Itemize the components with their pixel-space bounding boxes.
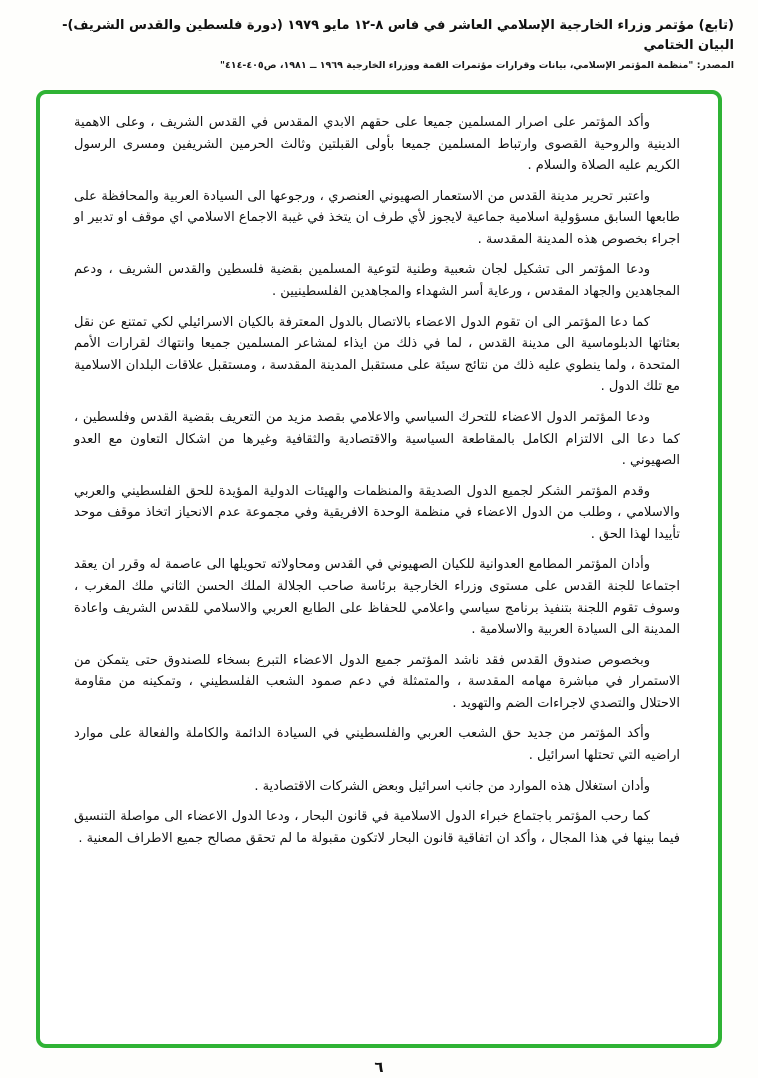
paragraph-4: كما دعا المؤتمر الى ان تقوم الدول الاعضاء بالاتصال بالدول المعترفة بالكيان الاسرائيلي لكي تمتنع عن نقل بعثاتها الدبلوماسية الى مدينة القدس ، لما في ذلك من ايذاء لمشاعر المسلمين جميعا وانتهاك لقرارات الأمم المتحدة ، ولما ينطوي عليه ذلك من نتائج سيئة على مستقبل المدينة المقدسة ، ومستقبل علاقات البلدان الاسلامية مع تلك الدول . <box>74 314 680 395</box>
paragraph-9: وأكد المؤتمر من جديد حق الشعب العربي والفلسطيني في السيادة الدائمة والكاملة والفعالة على موارد اراضيه التي تحتلها اسرائيل . <box>74 726 680 764</box>
green-frame <box>36 90 722 1048</box>
paragraph-7: وأدان المؤتمر المطامع العدوانية للكيان الصهيوني في القدس ومحاولاته تحويلها الى عاصمة له وقرر ان يعقد اجتماعا للجنة القدس على مستوى وزراء الخارجية برئاسة صاحب الجلالة الملك الحسن الثاني ملك المغرب ، وسوف تقوم اللجنة بتنفيذ برنامج سياسي واعلامي للحفاظ على الطابع العربي والاسلامي للقدس الشريف واعادة المدينة الى السيادة العربية والاسلامية . <box>74 557 680 638</box>
document-title: (تابع) مؤتمر وزراء الخارجية الإسلامي العاشر في فاس ٨-١٢ مايو ١٩٧٩ (دورة فلسطين والقدس الشريف)- البيان الختامي <box>62 18 734 53</box>
paragraph-3: ودعا المؤتمر الى تشكيل لجان شعبية وطنية لتوعية المسلمين بقضية فلسطين والقدس الشريف ، ودعم المجاهدين والجهاد المقدس ، ورعاية أسر الشهداء والمجاهدين الفلسطينيين . <box>74 262 680 300</box>
paragraph-1: وأكد المؤتمر على اصرار المسلمين جميعا على حقهم الابدي المقدس في القدس الشريف ، وعلى الاهمية الدينية والروحية القصوى وارتباط المسلمين جميعا بأولى القبلتين وثالث الحرمين الشريفين ومسرى الرسول الكريم عليه الصلاة والسلام . <box>74 115 680 174</box>
source-citation: المصدر: "منظمة المؤتمر الإسلامي، بيانات وقرارات مؤتمرات القمة ووزراء الخارجية ١٩٦٩ ــ ١٩٨١، ص٤٠٥-٤١٤" <box>220 60 734 71</box>
paragraph-11: كما رحب المؤتمر باجتماع خبراء الدول الاسلامية في قانون البحار ، ودعا الدول الاعضاء الى مواصلة التنسيق فيما بينها في هذا المجال ، وأكد ان اتفاقية قانون البحار لاتكون مقبولة ما لم تحقق مصالح جميع الاطراف المعنية . <box>74 809 680 846</box>
paragraph-5: ودعا المؤتمر الدول الاعضاء للتحرك السياسي والاعلامي بقصد مزيد من التعريف بقضية القدس وفلسطين ، كما دعا الى الالتزام الكامل بالمقاطعة السياسية والاقتصادية والثقافية وغيرها من اشكال التعاون مع العدو الصهيوني . <box>74 409 680 469</box>
paragraph-2: واعتبر تحرير مدينة القدس من الاستعمار الصهيوني العنصري ، ورجوعها الى السيادة العربية والمحافظة على طابعها السابق مسؤولية اسلامية جماعية لايجوز لأي طرف ان يتخذ في غيبة الاجماع الاسلامي اي موقف او تدبير او اجراء بخصوص هذه المدينة المقدسة . <box>74 188 680 247</box>
page-number: ٦ <box>374 1058 384 1076</box>
paragraph-10: وأدان استغلال هذه الموارد من جانب اسرائيل وبعض الشركات الاقتصادية . <box>254 778 650 794</box>
page-header <box>24 16 734 71</box>
paragraph-6: وقدم المؤتمر الشكر لجميع الدول الصديقة والمنظمات والهيئات الدولية المؤيدة للحق الفلسطيني والعربي والاسلامي ، وطلب من الدول الاعضاء في منظمة الوحدة الافريقية وفي مجموعة عدم الانحياز اتخاذ موقف موحد تأييدا لهذا الحق . <box>74 483 680 542</box>
paragraph-8: وبخصوص صندوق القدس فقد ناشد المؤتمر جميع الدول الاعضاء التبرع بسخاء للصندوق حتى يتمكن من الاستمرار في مباشرة مهامه المقدسة ، والمتمثلة في دعم صمود الشعب الفلسطيني ، وتمكينه من مقاومة الاحتلال والتصدي لاجراءات الضم والتهويد . <box>74 652 680 711</box>
